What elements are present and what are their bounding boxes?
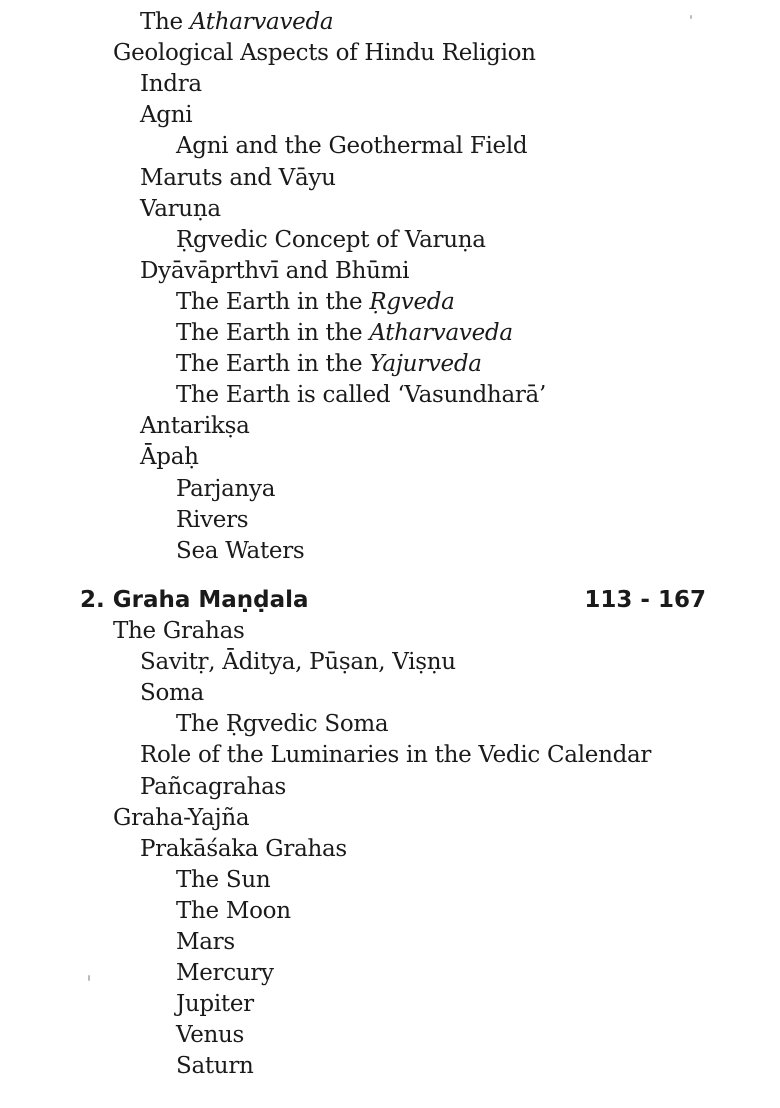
toc-entry-text: Antarikṣa	[140, 413, 250, 440]
toc-entry-level-3[interactable]	[176, 506, 248, 534]
toc-entry-text: The	[140, 9, 190, 35]
toc-entry-level-3[interactable]	[176, 319, 513, 347]
toc-entry-text: The Earth is called ‘Vasundharā’	[176, 382, 546, 409]
toc-entry-level-3[interactable]	[176, 928, 235, 956]
chapter-page-range: 113 - 167	[584, 587, 706, 613]
toc-entry-text: Rivers	[176, 506, 249, 533]
toc-entry-level-2[interactable]	[140, 195, 221, 223]
toc-entry-italic-text: Yajurveda	[369, 351, 482, 378]
toc-entry-level-3[interactable]	[176, 866, 270, 894]
toc-entry-text: Mars	[176, 929, 235, 955]
toc-entry-level-3[interactable]	[176, 475, 275, 503]
toc-entry-text: Dyāvāprthvī and Bhūmi	[140, 257, 410, 284]
toc-entry-text: Agni and the Geothermal Field	[176, 133, 528, 160]
toc-entry-level-3[interactable]	[176, 537, 304, 565]
toc-entry-text: Pañcagrahas	[140, 773, 287, 800]
toc-entry-text: Graha-Yajña	[113, 804, 250, 831]
toc-entry-text: The Earth in the	[176, 320, 370, 346]
chapter-title: Graha Maṇḍala	[112, 587, 309, 613]
toc-entry-level-2[interactable]	[140, 773, 286, 801]
chapter-title-group	[80, 585, 317, 615]
toc-entry-level-3[interactable]	[176, 1052, 254, 1080]
toc-entry-text: Indra	[140, 71, 202, 98]
toc-entry-text: Venus	[176, 1022, 245, 1049]
toc-entry-text: Prakāśaka Grahas	[140, 835, 347, 862]
scan-speck	[88, 975, 90, 981]
toc-entry-text: Savitṛ, Āditya, Pūṣan, Viṣṇu	[140, 649, 456, 676]
toc-entry-level-3[interactable]	[176, 1021, 244, 1049]
toc-entry-level-3[interactable]	[176, 350, 482, 378]
toc-entry-text: Maruts and Vāyu	[140, 164, 336, 191]
toc-entry-text: Geological Aspects of Hindu Religion	[113, 40, 536, 67]
toc-entry-level-2[interactable]	[140, 443, 199, 471]
toc-entry-text: Āpaḥ	[140, 444, 199, 471]
chapter-heading[interactable]	[80, 585, 706, 615]
toc-entry-level-3[interactable]	[176, 226, 486, 254]
toc-entry-level-3[interactable]	[176, 381, 546, 409]
toc-entry-italic-text: Atharvaveda	[189, 9, 334, 35]
toc-entry-text: The Earth in the	[176, 351, 370, 378]
toc-entry-text: Saturn	[176, 1053, 254, 1080]
toc-entry-level-2[interactable]	[140, 741, 651, 769]
toc-entry-level-2[interactable]	[140, 835, 347, 863]
toc-entry-level-3[interactable]	[176, 990, 254, 1018]
toc-entry-level-1[interactable]	[113, 39, 536, 67]
toc-entry-level-2[interactable]	[140, 70, 202, 98]
toc-entry-level-2[interactable]	[140, 257, 409, 285]
toc-entry-text: Jupiter	[176, 991, 254, 1018]
toc-entry-text: The Earth in the	[176, 288, 370, 315]
toc-entry-text: The Moon	[176, 897, 291, 924]
chapter-number: 2.	[80, 587, 105, 613]
toc-entry-level-2[interactable]	[140, 8, 333, 36]
toc-entry-level-3[interactable]	[176, 132, 527, 160]
toc-entry-level-3[interactable]	[176, 897, 291, 925]
toc-entry-level-3[interactable]	[176, 959, 274, 987]
toc-entry-italic-text: Ṛgveda	[369, 288, 455, 315]
toc-entry-text: The Ṛgvedic Soma	[176, 711, 389, 738]
toc-entry-level-3[interactable]	[176, 288, 455, 316]
toc-entry-level-2[interactable]	[140, 679, 204, 707]
toc-entry-text: Soma	[140, 680, 204, 707]
scan-speck	[690, 15, 692, 19]
toc-entry-text: Ṛgvedic Concept of Varuṇa	[176, 226, 486, 253]
toc-entry-text: Role of the Luminaries in the Vedic Calendar	[140, 742, 652, 769]
toc-entry-text: The Grahas	[113, 618, 245, 644]
toc-entry-level-1[interactable]	[113, 804, 249, 832]
toc-entry-level-2[interactable]	[140, 412, 249, 440]
toc-entry-level-3[interactable]	[176, 710, 388, 738]
toc-entry-level-2[interactable]	[140, 648, 456, 676]
toc-entry-text: Mercury	[176, 960, 274, 987]
toc-entry-level-2[interactable]	[140, 164, 336, 192]
toc-entry-text: Sea Waters	[176, 537, 305, 564]
toc-entry-level-1[interactable]	[113, 617, 245, 645]
toc-entry-text: Parjanya	[176, 475, 276, 502]
toc-entry-level-2[interactable]	[140, 101, 192, 129]
toc-entry-text: Agni	[140, 102, 193, 129]
toc-entry-text: Varuṇa	[140, 195, 221, 222]
toc-entry-text: The Sun	[176, 866, 271, 893]
toc-entry-italic-text: Atharvaveda	[369, 320, 513, 346]
